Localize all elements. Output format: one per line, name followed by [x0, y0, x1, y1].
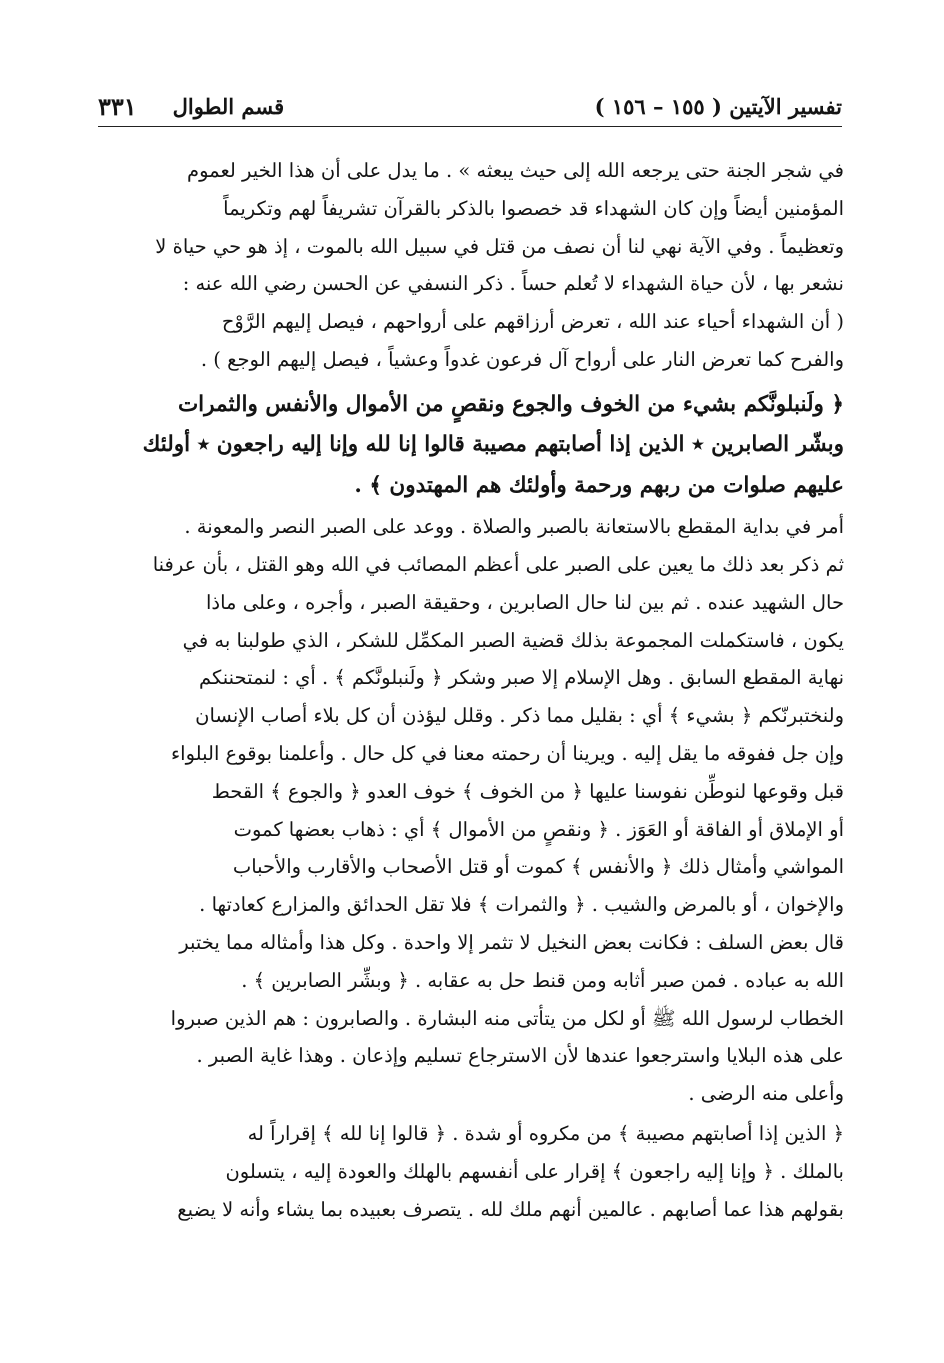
text-line: ولنختبرنّكم ﴿ بشيء ﴾ أي : بقليل مما ذكر . وقلل ليؤذن أن كل بلاء أصاب الإنسان — [195, 704, 844, 728]
text-line: ( أن الشهداء أحياء عند الله ، تعرض أرزاقهم على أرواحهم ، فيصل إليهم الرَّوْح — [221, 310, 844, 334]
text-line: الله به عباده . فمن صبر أثابه ومن قنط حل به عقابه . ﴿ وبشِّر الصابرين ﴾ . — [241, 968, 844, 992]
text-line: في شجر الجنة حتى يرجعه الله إلى حيث يبعثه » . ما يدل على أن هذا الخير لعموم — [187, 159, 844, 182]
paragraph-4 — [96, 1115, 844, 1228]
text-line: وأعلى منه الرضى . — [688, 1082, 844, 1106]
paragraph-2 — [96, 508, 844, 697]
verse-line: ﴿ ولَنبلونَّكم بشيء من الخوف والجوع ونقصٍ من الأموال والأنفس والثمرات — [177, 391, 844, 417]
quranic-verse — [96, 385, 844, 507]
text-line: ﴿ الذين إذا أصابتهم مصيبة ﴾ من مكروه أو شدة . ﴿ قالوا إنا لله ﴾ إقراراً له — [247, 1122, 844, 1146]
text-line: أو الإملاق أو الفاقة أو العَوَز . ﴿ ونقصٍ من الأموال ﴾ أي : ذهاب بعضها كموت — [233, 817, 844, 841]
text-line: وإن جل ففوقه ما يقل إليه . ويرينا أن رحمته معنا في كل حال . وأعلمنا بوقوع البلواء — [171, 742, 844, 766]
text-line: ثم ذكر بعد ذلك ما يعين على الصبر على أعظم المصائب في الله وهو القتل ، بأن عرفنا — [152, 553, 844, 577]
text-line: يكون ، فاستكملت المجموعة بذلك قضية الصبر المكمِّل للشكر ، الذي طولبنا به في — [182, 628, 844, 652]
text-line: على هذه البلايا واسترجعوا عندها لأن الاسترجاع تسليم وإذعان . وهذا غاية الصبر . — [196, 1044, 844, 1068]
text-line: بالملك . ﴿ وإنا إليه راجعون ﴾ إقرار على أنفسهم بالهلك والعودة إليه ، يتسلون — [225, 1159, 844, 1183]
chapter-title: تفسير الآيتين ( ١٥٥ – ١٥٦ ) — [594, 93, 842, 119]
text-line: بقولهم هذا عما أصابهم . عالمين أنهم ملك لله . يتصرف بعبيده بما يشاء وأنه لا يضيع — [177, 1197, 844, 1221]
text-line: قبل وقوعها لنوطِّن نفوسنا عليها ﴿ من الخوف ﴾ خوف العدو ﴿ والجوع ﴾ القحط — [211, 779, 844, 803]
text-line: والإخوان ، أو بالمرض والشيب . ﴿ والثمرات ﴾ فلا تقل الحدائق والمزارع كعادتها . — [199, 893, 844, 917]
text-line: قال بعض السلف : فكانت بعض النخيل لا تثمر إلا واحدة . وكل هذا وأمثاله مما يختبر — [179, 931, 844, 955]
text-line: الخطاب لرسول الله ﷺ أو لكل من يتأتى منه البشارة . والصابرون : هم الذين صبروا — [170, 1006, 844, 1030]
text-line: المؤمنين أيضاً وإن كان الشهداء قد خصصوا بالذكر بالقرآن تشريفاً لهم وتكريماً — [223, 196, 844, 220]
verse-line: وبشّر الصابرين ٭ الذين إذا أصابتهم مصيبة قالوا إنا لله وإنا إليه راجعون ٭ أولئك — [142, 432, 844, 458]
page-number: ٣٣١ — [98, 91, 137, 121]
verse-line: عليهم صلوات من ربهم ورحمة وأولئك هم المهتدون ﴾ . — [354, 472, 844, 498]
text-line: نشعر بها ، لأن حياة الشهداء لا تُعلم حساً . ذكر النسفي عن الحسن رضي الله عنه : — [182, 272, 844, 296]
page-body — [96, 152, 844, 1228]
text-line: أمر في بداية المقطع بالاستعانة بالصبر والصلاة . ووعد على الصبر النصر والمعونة . — [184, 515, 844, 539]
text-line: المواشي وأمثال ذلك ﴿ والأنفس ﴾ كموت أو قتل الأصحاب والأقارب والأحباب — [232, 855, 844, 879]
header-left-group — [98, 92, 284, 121]
text-line: نهاية المقطع السابق . وهل الإسلام إلا صبر وشكر ﴿ ولَنبلونَّكم ﴾ . أي : لنمتحننكم — [199, 666, 844, 690]
paragraph-1 — [96, 152, 844, 379]
text-line: وتعظيماً . وفي الآية نهي لنا أن نصف من قتل في سبيل الله بالموت ، إذ هو حي حياة لا — [155, 234, 844, 258]
section-name: قسم الطوال — [172, 93, 285, 119]
text-line: حال الشهيد عنده . ثم بين لنا حال الصابرين ، وحقيقة الصبر ، وأجره ، وعلى ماذا — [206, 590, 844, 614]
text-line: والفرح كما تعرض النار على أرواح آل فرعون غدواً وعشياً ، فيصل إليهم الوجع ) . — [200, 347, 844, 371]
paragraph-3 — [96, 697, 844, 1113]
page-header — [98, 86, 842, 127]
